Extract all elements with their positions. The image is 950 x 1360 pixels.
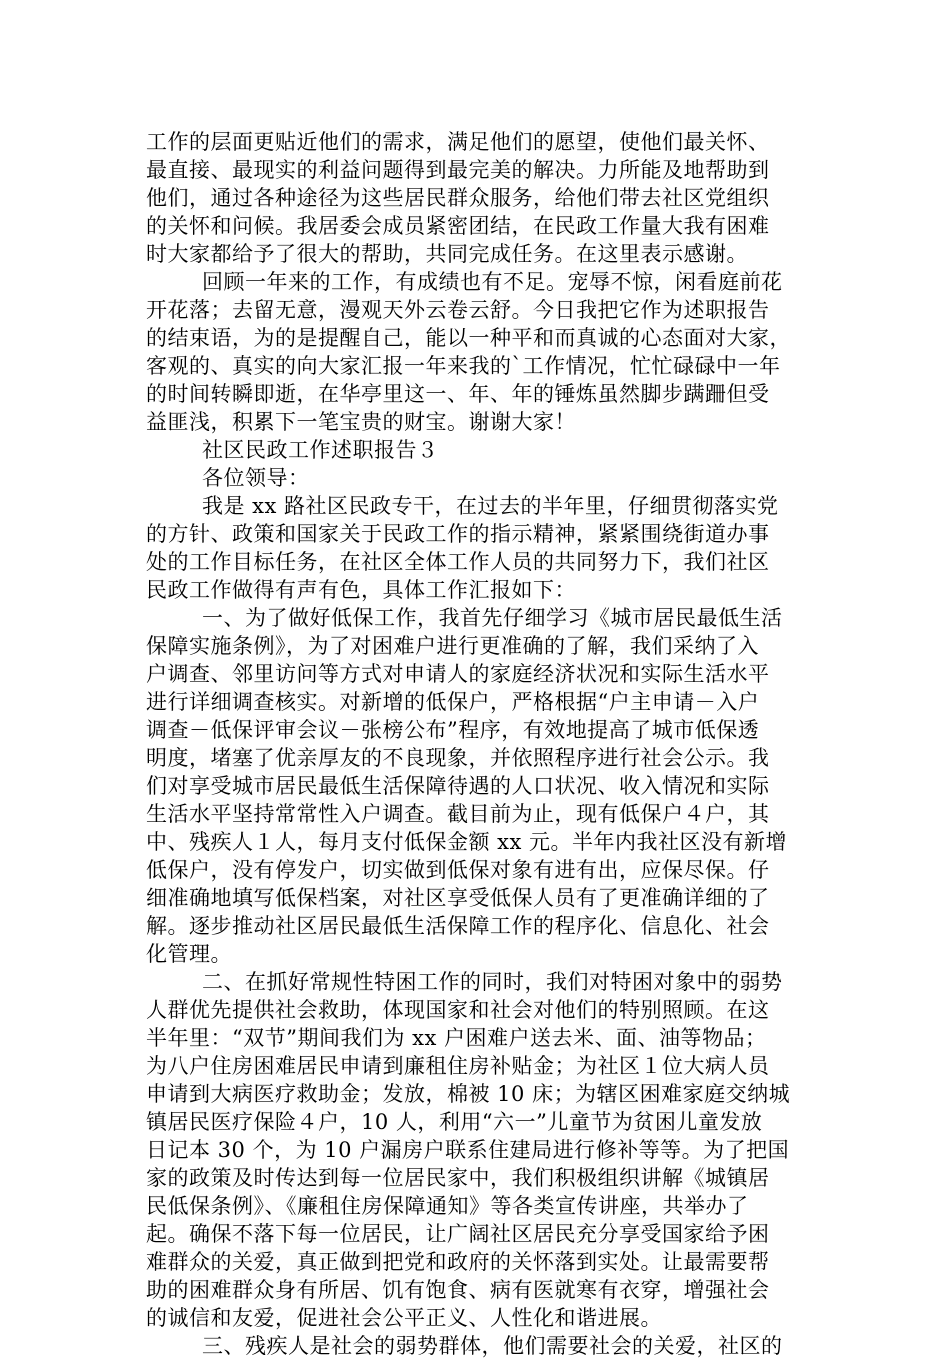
- text-line: 处的工作目标任务，在社区全体工作人员的共同努力下，我们社区: [146, 550, 770, 574]
- text-line: 申请到大病医疗救助金；发放，棉被 10 床；为辖区困难家庭交纳城: [146, 1082, 791, 1106]
- paragraph-start-line: 二、在抓好常规性特困工作的同时，我们对特困对象中的弱势: [202, 970, 783, 994]
- paragraph-start-line: 三、残疾人是社会的弱势群体，他们需要社会的关爱，社区的: [202, 1334, 783, 1358]
- text-line: 民政工作做得有声有色，具体工作汇报如下：: [146, 578, 576, 602]
- text-line: 调查－低保评审会议－张榜公布”程序，有效地提高了城市低保透: [146, 718, 760, 742]
- text-line: 日记本 30 个，为 10 户漏房户联系住建局进行修补等等。为了把国: [146, 1138, 790, 1162]
- text-line: 保障实施条例》，为了对困难户进行更准确的了解，我们采纳了入: [146, 634, 759, 658]
- text-line: 化管理。: [146, 942, 232, 966]
- text-line: 镇居民医疗保险４户，10 人，利用“六一”儿童节为贫困儿童发放: [146, 1110, 763, 1134]
- text-line: 进行详细调查核实。对新增的低保户，严格根据“户主申请－入户: [146, 690, 760, 714]
- text-line: 的时间转瞬即逝，在华亭里这一、年、年的锤炼虽然脚步蹒跚但受: [146, 382, 770, 406]
- text-line: 的诚信和友爱，促进社会公平正义、人性化和谐进展。: [146, 1306, 662, 1330]
- text-line: 为八户住房困难居民申请到廉租住房补贴金；为社区１位大病人员: [146, 1054, 770, 1078]
- text-line: 起。确保不落下每一位居民，让广阔社区居民充分享受国家给予困: [146, 1222, 770, 1246]
- paragraph-start-line: 一、为了做好低保工作，我首先仔细学习《城市居民最低生活: [202, 606, 783, 630]
- text-line: 明度，堵塞了优亲厚友的不良现象，并依照程序进行社会公示。我: [146, 746, 770, 770]
- text-line: 户调查、邻里访问等方式对申请人的家庭经济状况和实际生活水平: [146, 662, 770, 686]
- text-line: 人群优先提供社会救助，体现国家和社会对他们的特别照顾。在这: [146, 998, 770, 1022]
- text-line: 的方针、政策和国家关于民政工作的指示精神，紧紧围绕街道办事: [146, 522, 770, 546]
- text-line: 的关怀和问候。我居委会成员紧密团结，在民政工作量大我有困难: [146, 214, 770, 238]
- document-body: [146, 128, 806, 1360]
- text-line: 民低保条例》、《廉租住房保障通知》等各类宣传讲座，共举办了: [146, 1194, 749, 1218]
- paragraph-start-line: 我是 xx 路社区民政专干，在过去的半年里，仔细贯彻落实党: [202, 494, 779, 518]
- text-line: 低保户，没有停发户，切实做到低保对象有进有出，应保尽保。仔: [146, 858, 770, 882]
- text-line: 最直接、最现实的利益问题得到最完美的解决。力所能及地帮助到: [146, 158, 770, 182]
- text-line: 时大家都给予了很大的帮助，共同完成任务。在这里表示感谢。: [146, 242, 748, 266]
- text-line: 工作的层面更贴近他们的需求，满足他们的愿望，使他们最关怀、: [146, 130, 770, 154]
- text-line: 细准确地填写低保档案，对社区享受低保人员有了更准确详细的了: [146, 886, 770, 910]
- text-line: 家的政策及时传达到每一位居民家中，我们积极组织讲解《城镇居: [146, 1166, 770, 1190]
- text-line: 益匪浅，积累下一笔宝贵的财宝。谢谢大家！: [146, 410, 576, 434]
- text-line: 他们，通过各种途径为这些居民群众服务，给他们带去社区党组织: [146, 186, 770, 210]
- text-line: 生活水平坚持常常性入户调查。截目前为止，现有低保户４户，其: [146, 802, 770, 826]
- report-title: 社区民政工作述职报告３: [202, 438, 439, 462]
- text-line: 开花落；去留无意，漫观天外云卷云舒。今日我把它作为述职报告: [146, 298, 770, 322]
- text-line: 们对享受城市居民最低生活保障待遇的人口状况、收入情况和实际: [146, 774, 770, 798]
- text-line: 难群众的关爱，真正做到把党和政府的关怀落到实处。让最需要帮: [146, 1250, 770, 1274]
- text-line: 解。逐步推动社区居民最低生活保障工作的程序化、信息化、社会: [146, 914, 770, 938]
- text-line: 助的困难群众身有所居、饥有饱食、病有医就寒有衣穿，增强社会: [146, 1278, 770, 1302]
- text-line: 半年里：“双节”期间我们为 xx 户困难户送去米、面、油等物品；: [146, 1026, 767, 1050]
- text-line: 的结束语，为的是提醒自己，能以一种平和而真诚的心态面对大家，: [146, 326, 791, 350]
- salutation: 各位领导：: [202, 466, 310, 490]
- text-line: 客观的、真实的向大家汇报一年来我的`工作情况，忙忙碌碌中一年: [146, 354, 781, 378]
- text-line: 中、残疾人１人，每月支付低保金额 xx 元。半年内我社区没有新增: [146, 830, 788, 854]
- paragraph-start-line: 回顾一年来的工作，有成绩也有不足。宠辱不惊，闲看庭前花: [202, 270, 783, 294]
